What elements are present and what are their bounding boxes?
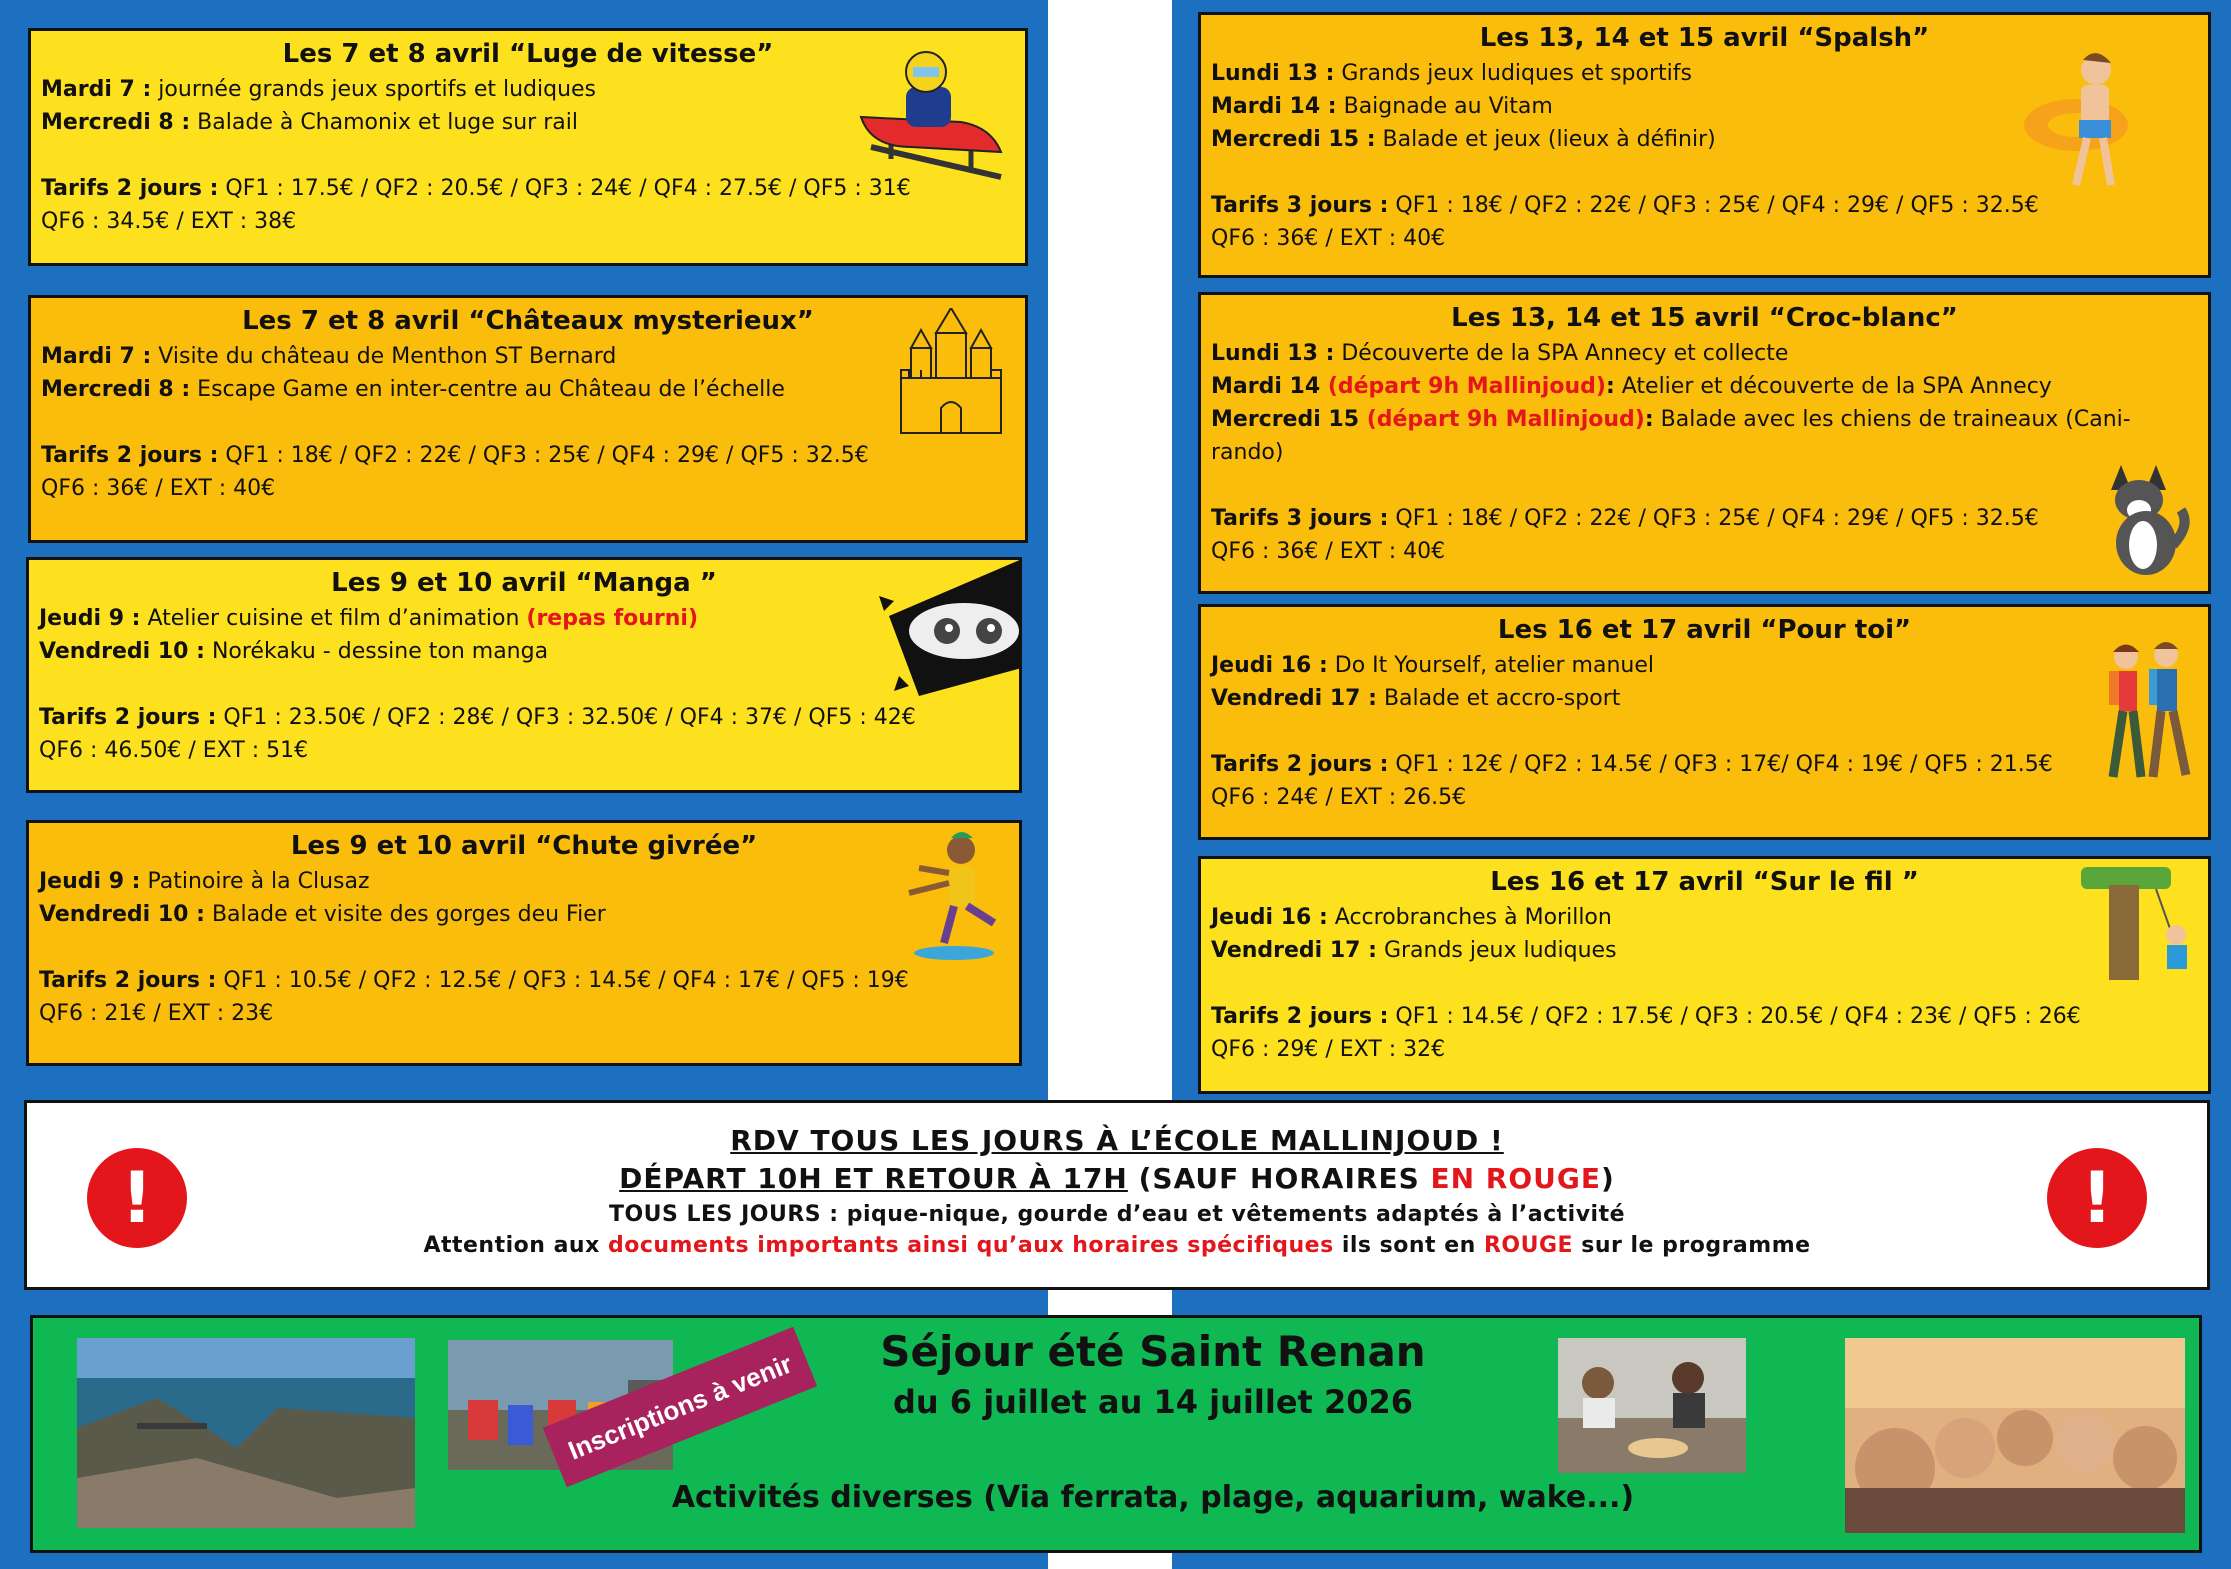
- hikers-icon: [2091, 637, 2201, 792]
- camp-title: Séjour été Saint Renan: [880, 1327, 1426, 1376]
- warning-icon: !: [87, 1148, 187, 1248]
- summer-camp-section: [30, 1315, 2202, 1553]
- card-title: Les 13, 14 et 15 avril “Spalsh”: [1479, 23, 1930, 53]
- card-title: Les 9 et 10 avril “Chute givrée”: [290, 831, 758, 861]
- cooking-photo: [1558, 1338, 1746, 1473]
- manga-face-icon: [879, 557, 1022, 706]
- warning-icon: !: [2047, 1148, 2147, 1248]
- husky-dog-icon: [2101, 455, 2191, 580]
- coast-photo: [77, 1338, 415, 1528]
- attention-line: Attention aux documents importants ainsi qu’aux horaires spécifiques ils sont en ROUGE sur le programme: [423, 1233, 1811, 1258]
- activity-card-sur-le-fil: Les 16 et 17 avril “Sur le fil ” Jeudi 16 : Accrobranches à Morillon Vendredi 17 : Grands jeux ludiques Tarifs 2 jours : QF1 : 14.5€ / QF2 : 17.5€ / QF3 : 20.5€ / QF4 : 23€ / QF5 : 26€ QF6 : 29€ / EXT : 32€: [1198, 856, 2211, 1094]
- swimmer-float-icon: [2021, 45, 2141, 195]
- card-title: Les 16 et 17 avril “Sur le fil ”: [1490, 867, 1919, 897]
- daily-items-line: TOUS LES JOURS : pique-nique, gourde d’eau et vêtements adaptés à l’activité: [608, 1202, 1626, 1227]
- schedule-line: DÉPART 10H ET RETOUR À 17H (SAUF HORAIRES EN ROUGE): [619, 1162, 1615, 1195]
- activity-card-croc-blanc: Les 13, 14 et 15 avril “Croc-blanc” Lundi 13 : Découverte de la SPA Annecy et collecte Mardi 14 (départ 9h Mallinjoud): Atelier et découverte de la SPA Annecy Mercredi 15 (départ 9h Mallinjoud): Balade avec les chiens de traineaux (Cani- rando) Tarifs 3 jours : QF1 : 18€ / QF2 : 22€ / QF3 : 25€ / QF4 : 29€ / QF5 : 32.5€ QF6 : 36€ / EXT : 40€: [1198, 292, 2211, 594]
- activity-card-chute-givree: Les 9 et 10 avril “Chute givrée” Jeudi 9 : Patinoire à la Clusaz Vendredi 10 : Balade et visite des gorges deu Fier Tarifs 2 jours : QF1 : 10.5€ / QF2 : 12.5€ / QF3 : 14.5€ / QF4 : 17€ / QF5 : 19€ QF6 : 21€ / EXT : 23€: [26, 820, 1022, 1066]
- card-title: Les 7 et 8 avril “Châteaux mysterieux”: [242, 306, 814, 336]
- camp-dates: du 6 juillet au 14 juillet 2026: [892, 1383, 1414, 1421]
- tarifs-line: Tarifs 2 jours : QF1 : 17.5€ / QF2 : 20.5€ / QF3 : 24€ / QF4 : 27.5€ / QF5 : 31€: [41, 176, 911, 201]
- luge-rider-icon: [851, 47, 1016, 187]
- camp-activities: Activités diverses (Via ferrata, plage, aquarium, wake...): [671, 1480, 1635, 1515]
- activity-card-chateaux: Les 7 et 8 avril “Châteaux mysterieux” Mardi 7 : Visite du château de Menthon ST Bernard Mercredi 8 : Escape Game en inter-centre au Château de l’échelle Tarifs 2 jours : QF1 : 18€ / QF2 : 22€ / QF3 : 25€ / QF4 : 29€ / QF5 : 32.5€ QF6 : 36€ / EXT : 40€: [28, 295, 1028, 543]
- card-title: Les 13, 14 et 15 avril “Croc-blanc”: [1451, 303, 1958, 333]
- tree-climber-icon: [2081, 867, 2201, 982]
- castle-icon: [891, 308, 1011, 438]
- activity-card-manga: Les 9 et 10 avril “Manga ” Jeudi 9 : Atelier cuisine et film d’animation (repas fourni) Vendredi 10 : Norékaku - dessine ton manga Tarifs 2 jours : QF1 : 23.50€ / QF2 : 28€ / QF3 : 32.50€ / QF4 : 37€ / QF5 : 42€ QF6 : 46.50€ / EXT : 51€: [26, 557, 1022, 793]
- activity-card-luge: Les 7 et 8 avril “Luge de vitesse” Mardi 7 : journée grands jeux sportifs et ludiques Mercredi 8 : Balade à Chamonix et luge sur rail Tarifs 2 jours : QF1 : 17.5€ / QF2 : 20.5€ / QF3 : 24€ / QF4 : 27.5€ / QF5 : 31€ QF6 : 34.5€ / EXT : 38€: [28, 28, 1028, 266]
- rdv-line: RDV TOUS LES JOURS À L’ÉCOLE MALLINJOUD !: [730, 1124, 1504, 1157]
- info-banner: [24, 1100, 2210, 1290]
- group-selfie-photo: [1845, 1338, 2185, 1533]
- registration-badge: Inscriptions à venir: [543, 1327, 817, 1487]
- ice-skater-icon: [899, 828, 1009, 963]
- card-title: Les 9 et 10 avril “Manga ”: [331, 568, 717, 598]
- activity-card-pour-toi: Les 16 et 17 avril “Pour toi” Jeudi 16 : Do It Yourself, atelier manuel Vendredi 17 : Balade et accro-sport Tarifs 2 jours : QF1 : 12€ / QF2 : 14.5€ / QF3 : 17€/ QF4 : 19€ / QF5 : 21.5€ QF6 : 24€ / EXT : 26.5€: [1198, 604, 2211, 840]
- card-title: Les 7 et 8 avril “Luge de vitesse”: [282, 39, 774, 69]
- card-title: Les 16 et 17 avril “Pour toi”: [1497, 615, 1912, 645]
- activity-card-splash: Les 13, 14 et 15 avril “Spalsh” Lundi 13 : Grands jeux ludiques et sportifs Mardi 14 : Baignade au Vitam Mercredi 15 : Balade et jeux (lieux à définir) Tarifs 3 jours : QF1 : 18€ / QF2 : 22€ / QF3 : 25€ / QF4 : 29€ / QF5 : 32.5€ QF6 : 36€ / EXT : 40€: [1198, 12, 2211, 278]
